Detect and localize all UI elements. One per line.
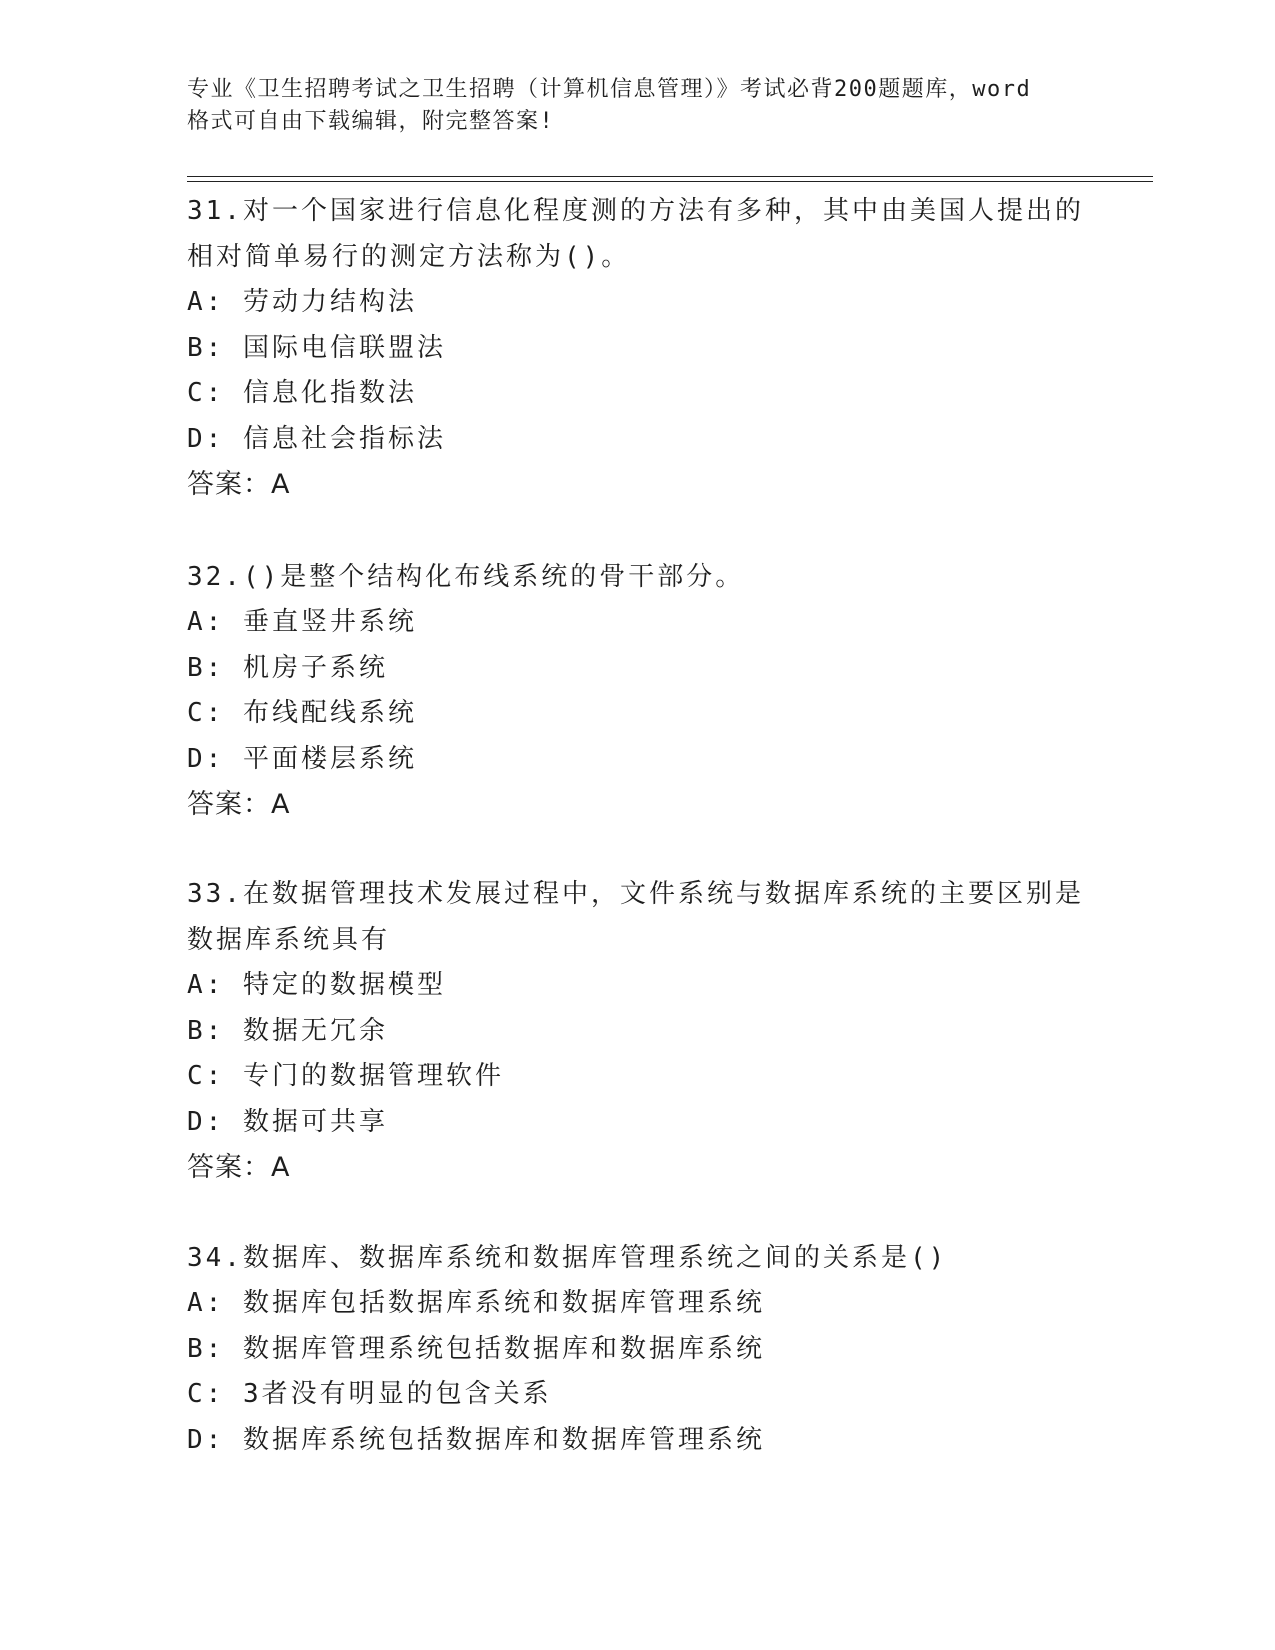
option-c: C: 信息化指数法 [187,378,417,408]
option-c: C: 3者没有明显的包含关系 [187,1379,552,1409]
header-divider-bottom [187,181,1153,182]
header-line-2: 格式可自由下载编辑，附完整答案! [187,109,555,134]
question-33 [187,871,1087,1190]
option-d: D: 数据可共享 [187,1106,388,1137]
option-a: A: 特定的数据模型 [187,970,446,1000]
question-stem-line: 相对简单易行的测定方法称为()。 [187,242,631,272]
option-a: A: 劳动力结构法 [187,287,417,317]
question-stem-line: 34.数据库、数据库系统和数据库管理系统之间的关系是() [187,1243,948,1273]
option-d: D: 信息社会指标法 [187,423,446,454]
header-line-1: 专业《卫生招聘考试之卫生招聘（计算机信息管理）》考试必背200题题库，word [187,77,1032,102]
option-d: D: 数据库系统包括数据库和数据库管理系统 [187,1424,765,1455]
option-c: C: 布线配线系统 [187,698,417,728]
option-b: B: 国际电信联盟法 [187,332,446,363]
option-b: B: 数据无冗余 [187,1015,388,1046]
answer-line: 答案：A [187,469,291,500]
option-d: D: 平面楼层系统 [187,743,417,774]
question-31 [187,188,1087,507]
question-32 [187,554,1087,827]
header-divider-top [187,176,1153,177]
question-stem-line: 数据库系统具有 [187,925,391,955]
question-34 [187,1235,1087,1463]
option-b: B: 机房子系统 [187,652,388,683]
answer-line: 答案：A [187,789,291,820]
option-c: C: 专门的数据管理软件 [187,1061,504,1091]
option-a: A: 数据库包括数据库系统和数据库管理系统 [187,1288,765,1318]
document-header [187,74,1087,138]
option-a: A: 垂直竖井系统 [187,607,417,637]
question-stem-line: 32.()是整个结构化布线系统的骨干部分。 [187,562,745,592]
question-stem-line: 33.在数据管理技术发展过程中，文件系统与数据库系统的主要区别是 [187,879,1084,909]
option-b: B: 数据库管理系统包括数据库和数据库系统 [187,1333,765,1364]
question-stem-line: 31.对一个国家进行信息化程度测的方法有多种，其中由美国人提出的 [187,196,1084,226]
answer-line: 答案：A [187,1152,291,1183]
